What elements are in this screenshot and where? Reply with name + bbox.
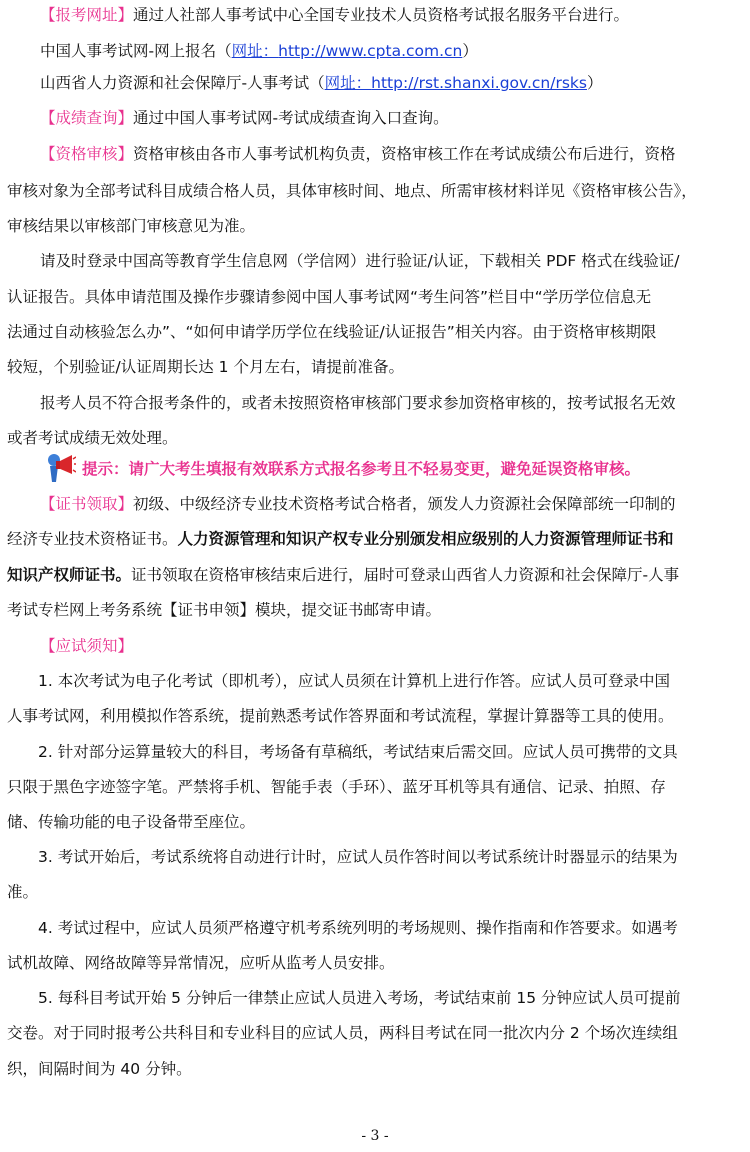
- invalid-line-1: 报考人员不符合报考条件的，或者未按照资格审核部门要求参加资格审核的，按考试报名无效: [40, 394, 676, 412]
- cert-line-2: [7, 528, 674, 550]
- site1-end: ）: [462, 42, 478, 60]
- notice-p5-line-3: 织，间隔时间为 40 分钟。: [7, 1060, 192, 1078]
- notice-p1-line-2: 人事考试网，利用模拟作答系统，提前熟悉考试作答界面和考试流程，掌握计算器等工具的使用。: [7, 707, 674, 725]
- site1-url-link[interactable]: http://www.cpta.com.cn: [278, 42, 463, 60]
- notice-p2-line-3: 储、传输功能的电子设备带至座位。: [7, 813, 256, 831]
- site2-line: [40, 72, 603, 94]
- score-text: 通过中国人事考试网-考试成绩查询入口查询。: [133, 109, 449, 127]
- review-tag: 【资格审核】: [40, 145, 134, 163]
- verify-line-2: 认证报告。具体申请范围及操作步骤请参阅中国人事考试网“考生问答”栏目中“学历学位信息无: [7, 288, 652, 306]
- notice-p5-line-1: 5. 每科目考试开始 5 分钟后一律禁止应试人员进入考场，考试结束前 15 分钟应试人员可提前: [38, 989, 681, 1007]
- notice-p5-line-2: 交卷。对于同时报考公共科目和专业科目的应试人员，两科目考试在同一批次内分 2 个场次连续组: [7, 1024, 678, 1042]
- invalid-line-2: 或者考试成绩无效处理。: [7, 429, 178, 447]
- tip-line: [82, 458, 640, 480]
- notice-p2-line-1: 2. 针对部分运算量较大的科目，考场备有草稿纸，考试结束后需交回。应试人员可携带的文具: [38, 743, 678, 761]
- site1-name: 中国人事考试网-网上报名（: [40, 42, 232, 60]
- reg-site-line: [40, 4, 629, 26]
- notice-p2-line-2: 只限于黑色字迹签字笔。严禁将手机、智能手表（手环）、蓝牙耳机等具有通信、记录、拍照、存: [7, 778, 666, 796]
- review-line-2: 审核对象为全部考试科目成绩合格人员，具体审核时间、地点、所需审核材料详见《资格审核公告》，: [7, 182, 697, 200]
- site2-link-label[interactable]: 网址：: [324, 74, 372, 92]
- notice-line: [40, 635, 133, 657]
- notice-p3-line-1: 3. 考试开始后，考试系统将自动进行计时，应试人员作答时间以考试系统计时器显示的结果为: [38, 848, 678, 866]
- page-number: - 3 -: [361, 1128, 389, 1144]
- review-line-1: [40, 143, 676, 165]
- cert-tag: 【证书领取】: [40, 495, 134, 513]
- reg-site-tag: 【报考网址】: [40, 6, 134, 24]
- verify-line-4: 较短，个别验证/认证周期长达 1 个月左右，请提前准备。: [7, 358, 404, 376]
- verify-line-3: 法通过自动核验怎么办”、“如何申请学历学位在线验证/认证报告”相关内容。由于资格审核期限: [7, 323, 657, 341]
- notice-p4-line-2: 试机故障、网络故障等异常情况，应听从监考人员安排。: [7, 954, 395, 972]
- cert-line-4: 考试专栏网上考务系统【证书申领】模块，提交证书邮寄申请。: [7, 601, 442, 619]
- cert-text-3b: 证书领取在资格审核结束后进行，届时可登录山西省人力资源和社会保障厅-人事: [131, 566, 680, 584]
- reg-site-text: 通过人社部人事考试中心全国专业技术人员资格考试报名服务平台进行。: [133, 6, 630, 24]
- cert-line-1: [40, 493, 676, 515]
- notice-tag: 【应试须知】: [40, 637, 134, 655]
- verify-line-1: 请及时登录中国高等教育学生信息网（学信网）进行验证/认证，下载相关 PDF 格式在线验证/: [40, 252, 680, 270]
- score-line: [40, 107, 449, 129]
- site2-end: ）: [586, 74, 603, 92]
- site2-url-link[interactable]: http://rst.shanxi.gov.cn/rsks: [371, 74, 587, 92]
- site2-name: 山西省人力资源和社会保障厅-人事考试（: [40, 74, 325, 92]
- site1-line: [40, 40, 478, 62]
- review-text-1: 资格审核由各市人事考试机构负责，资格审核工作在考试成绩公布后进行，资格: [133, 145, 676, 163]
- megaphone-icon: [44, 450, 76, 484]
- cert-text-3a: 知识产权师证书。: [7, 566, 132, 584]
- review-line-3: 审核结果以审核部门审核意见为准。: [7, 217, 256, 235]
- score-tag: 【成绩查询】: [40, 109, 134, 127]
- cert-text-1: 初级、中级经济专业技术资格考试合格者，颁发人力资源社会保障部统一印制的: [133, 495, 676, 513]
- site1-link-label[interactable]: 网址：: [231, 42, 279, 60]
- notice-p3-line-2: 准。: [7, 883, 39, 901]
- cert-text-2a: 经济专业技术资格证书。: [7, 530, 178, 548]
- notice-p1-line-1: 1. 本次考试为电子化考试（即机考），应试人员须在计算机上进行作答。应试人员可登录中国: [38, 672, 670, 690]
- cert-text-2b: 人力资源管理和知识产权专业分别颁发相应级别的人力资源管理师证书和: [177, 530, 674, 548]
- notice-p4-line-1: 4. 考试过程中，应试人员须严格遵守机考系统列明的考场规则、操作指南和作答要求。如遇考: [38, 919, 678, 937]
- tip-text: 提示：请广大考生填报有效联系方式报名参考且不轻易变更，避免延误资格审核。: [82, 460, 641, 478]
- cert-line-3: [7, 564, 679, 586]
